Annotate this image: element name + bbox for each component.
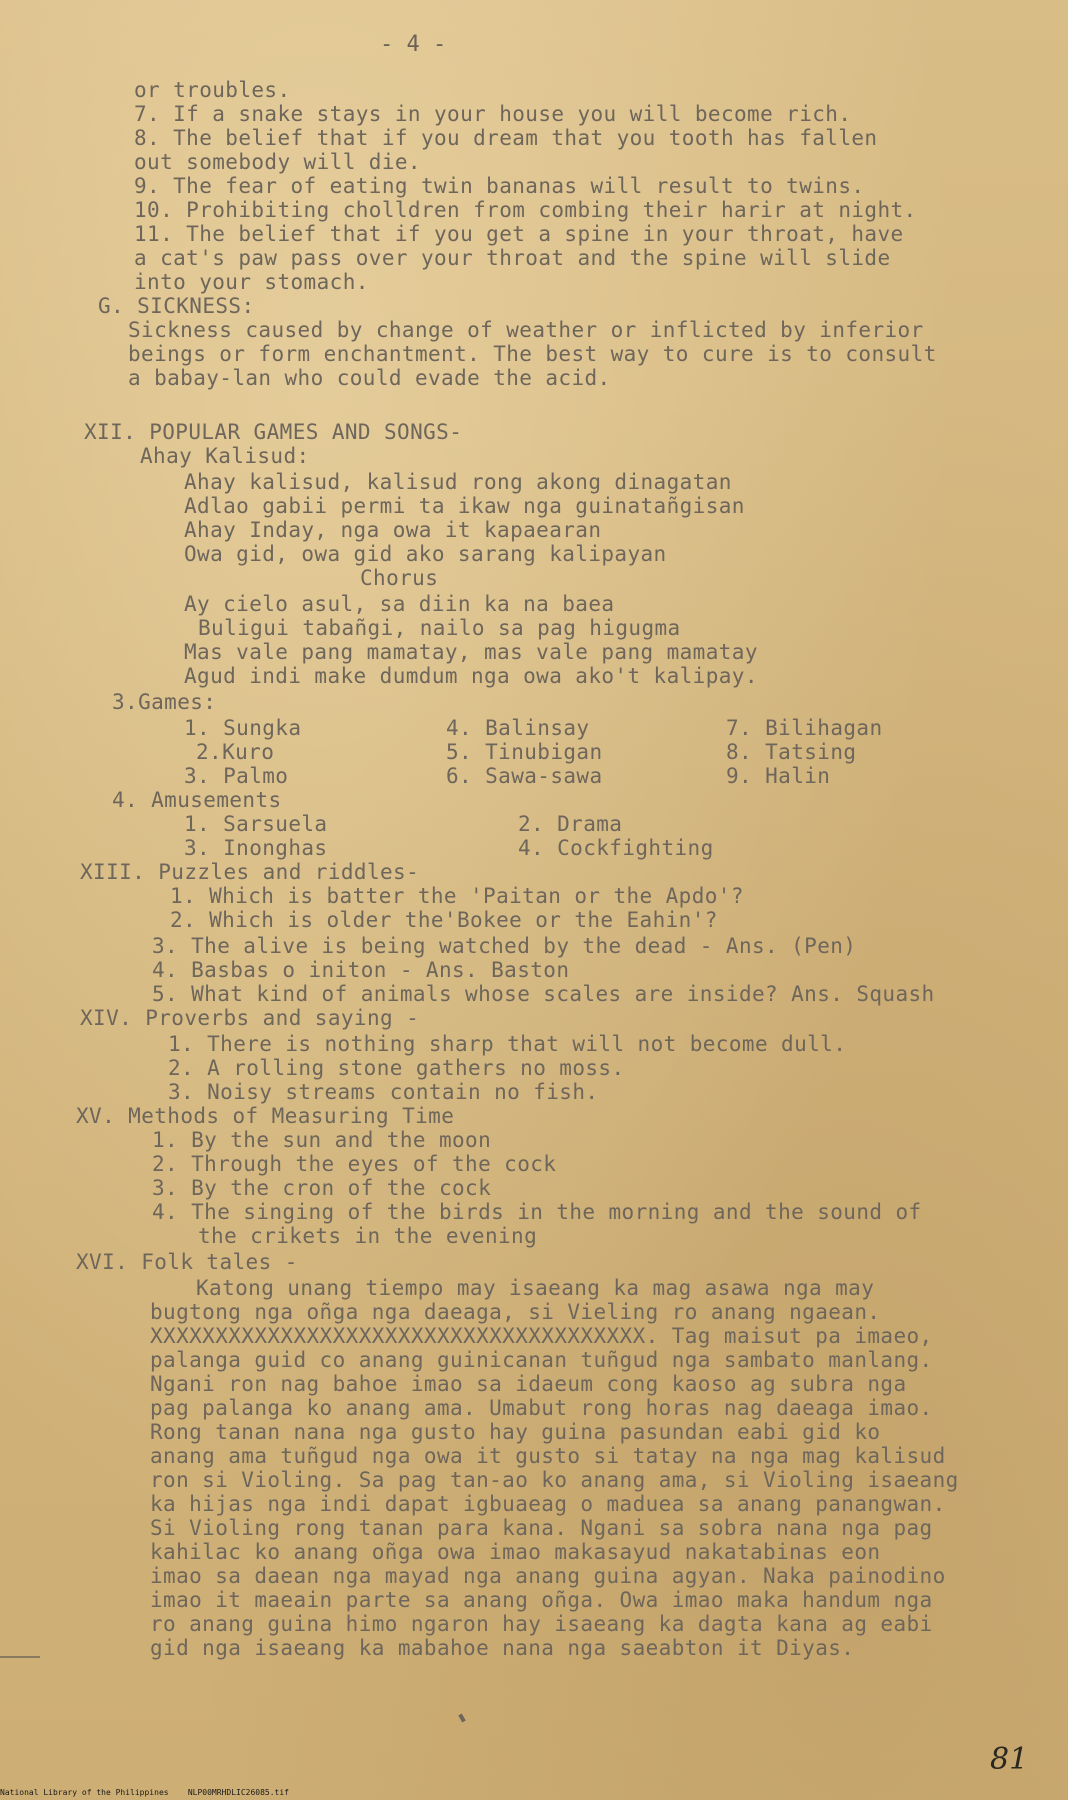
text-line: beings or form enchantment. The best way to cure is to consult — [128, 342, 937, 366]
section-heading-puzzles: XIII. Puzzles and riddles- — [80, 860, 420, 884]
section-heading-time: XV. Methods of Measuring Time — [76, 1104, 455, 1128]
lyric-line: Adlao gabii permi ta ikaw nga guinatañgisan — [184, 494, 745, 518]
amusements-heading: 4. Amusements — [112, 788, 282, 812]
time-method-item: 2. Through the eyes of the cock — [152, 1152, 557, 1176]
proverb-item: 3. Noisy streams contain no fish. — [168, 1080, 599, 1104]
folk-tale-line: palanga guid co anang guinicanan tuñgud nga sambato manlang. — [150, 1348, 933, 1372]
time-method-item: the crikets in the evening — [198, 1224, 538, 1248]
time-method-item: 1. By the sun and the moon — [152, 1128, 492, 1152]
lyric-line: Buligui tabañgi, nailo sa pag higugma — [198, 616, 681, 640]
lyric-line: Ahay Inday, nga owa it kapaearan — [184, 518, 602, 542]
game-item: 5. Tinubigan — [446, 740, 603, 764]
game-item: 8. Tatsing — [726, 740, 857, 764]
folk-tale-line: Rong tanan nana nga gusto hay guina pasundan eabi gid ko — [150, 1420, 881, 1444]
folk-tale-line: imao sa daean nga mayad nga anang guina agyan. Naka painodino — [150, 1564, 946, 1588]
text-line: 11. The belief that if you get a spine in your throat, have — [134, 222, 904, 246]
amusement-item: 4. Cockfighting — [518, 836, 714, 860]
game-item: 6. Sawa-sawa — [446, 764, 603, 788]
game-item: 2.Kuro — [196, 740, 275, 764]
folk-tale-line: imao it maeain parte sa anang oñga. Owa imao maka handum nga — [150, 1588, 933, 1612]
lyric-line: Ahay kalisud, kalisud rong akong dinagatan — [184, 470, 732, 494]
riddle-item: 5. What kind of animals whose scales are inside? Ans. Squash — [152, 982, 935, 1006]
handwritten-page-number: 81 — [990, 1742, 1029, 1777]
game-item: 9. Halin — [726, 764, 831, 788]
game-item: 7. Bilihagan — [726, 716, 883, 740]
section-heading-folk-tales: XVI. Folk tales - — [76, 1250, 298, 1274]
song-title: Ahay Kalisud: — [140, 444, 310, 468]
text-line: 10. Prohibiting cholldren from combing their harir at night. — [134, 198, 917, 222]
section-heading-proverbs: XIV. Proverbs and saying - — [80, 1006, 420, 1030]
text-line: a cat's paw pass over your throat and the spine will slide — [134, 246, 891, 270]
lyric-line: Mas vale pang mamatay, mas vale pang mamatay — [184, 640, 758, 664]
margin-mark — [0, 1656, 40, 1658]
folk-tale-line: ro anang guina himo ngaron hay isaeang ka dagta kana ag eabi — [150, 1612, 933, 1636]
lyric-line: Owa gid, owa gid ako sarang kalipayan — [184, 542, 667, 566]
ink-speck — [458, 1714, 465, 1723]
game-item: 3. Palmo — [184, 764, 289, 788]
chorus-label: Chorus — [360, 566, 439, 590]
text-line: 8. The belief that if you dream that you tooth has fallen — [134, 126, 878, 150]
lyric-line: Ay cielo asul, sa diin ka na baea — [184, 592, 615, 616]
amusement-item: 2. Drama — [518, 812, 623, 836]
folk-tale-line: pag palanga ko anang ama. Umabut rong horas nag daeaga imao. — [150, 1396, 933, 1420]
folk-tale-line: bugtong nga oñga nga daeaga, si Vieling ro anang ngaean. — [150, 1300, 881, 1324]
folk-tale-line: kahilac ko anang oñga owa imao makasayud nakatabinas eon — [150, 1540, 881, 1564]
folk-tale-line: ron si Violing. Sa pag tan-ao ko anang ama, si Violing isaeang — [150, 1468, 959, 1492]
riddle-item: 4. Basbas o initon - Ans. Baston — [152, 958, 570, 982]
folk-tale-line: anang ama tuñgud nga owa it gusto si tatay na nga mag kalisud — [150, 1444, 946, 1468]
text-line: a babay-lan who could evade the acid. — [128, 366, 611, 390]
proverb-item: 1. There is nothing sharp that will not become dull. — [168, 1032, 847, 1056]
text-line: Sickness caused by change of weather or inflicted by inferior — [128, 318, 924, 342]
game-item: 4. Balinsay — [446, 716, 590, 740]
games-heading: 3.Games: — [112, 690, 217, 714]
text-line: or troubles. — [134, 78, 291, 102]
folk-tale-line: XXXXXXXXXXXXXXXXXXXXXXXXXXXXXXXXXXXXXX. Tag maisut pa imaeo, — [150, 1324, 933, 1348]
text-line: into your stomach. — [134, 270, 369, 294]
amusement-item: 1. Sarsuela — [184, 812, 328, 836]
text-line: 7. If a snake stays in your house you will become rich. — [134, 102, 852, 126]
amusement-item: 3. Inonghas — [184, 836, 328, 860]
page-number: - 4 - — [380, 32, 447, 57]
folk-tale-line: ka hijas nga indi dapat igbuaeag o maduea sa anang panangwan. — [150, 1492, 946, 1516]
folk-tale-line: Si Violing rong tanan para kana. Ngani sa sobra nana nga pag — [150, 1516, 933, 1540]
riddle-item: 2. Which is older the'Bokee or the Eahin'? — [170, 908, 718, 932]
time-method-item: 3. By the cron of the cock — [152, 1176, 492, 1200]
proverb-item: 2. A rolling stone gathers no moss. — [168, 1056, 625, 1080]
riddle-item: 1. Which is batter the 'Paitan or the Apdo'? — [170, 884, 744, 908]
section-heading-sickness: G. SICKNESS: — [98, 294, 255, 318]
riddle-item: 3. The alive is being watched by the dead - Ans. (Pen) — [152, 934, 857, 958]
folk-tale-line: Katong unang tiempo may isaeang ka mag asawa nga may — [196, 1276, 875, 1300]
lyric-line: Agud indi make dumdum nga owa ako't kalipay. — [184, 664, 758, 688]
folk-tale-line: Ngani ron nag bahoe imao sa idaeum cong kaoso ag subra nga — [150, 1372, 907, 1396]
section-heading-games-songs: XII. POPULAR GAMES AND SONGS- — [84, 420, 463, 444]
text-line: out somebody will die. — [134, 150, 421, 174]
folk-tale-line: gid nga isaeang ka mabahoe nana nga saeabton it Diyas. — [150, 1636, 855, 1660]
time-method-item: 4. The singing of the birds in the morning and the sound of — [152, 1200, 922, 1224]
game-item: 1. Sungka — [184, 716, 302, 740]
text-line: 9. The fear of eating twin bananas will result to twins. — [134, 174, 865, 198]
archive-footer: National Library of the Philippines NLP00MRHDLIC26085.tif — [0, 1788, 289, 1797]
